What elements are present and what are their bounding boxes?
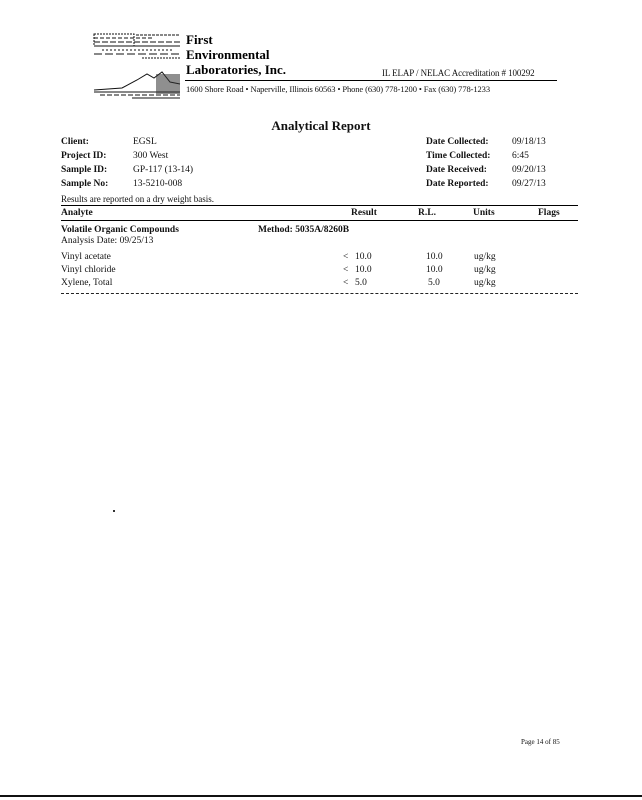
company-name bbox=[186, 32, 286, 77]
table-row bbox=[0, 252, 642, 265]
table-row bbox=[0, 265, 642, 278]
row-units: ug/kg bbox=[474, 265, 496, 275]
row-units: ug/kg bbox=[474, 252, 496, 262]
row-rl: 10.0 bbox=[426, 265, 443, 275]
row-result: 5.0 bbox=[355, 278, 367, 288]
client-value: EGSL bbox=[133, 137, 157, 147]
scan-speck bbox=[113, 510, 115, 512]
accreditation-text: IL ELAP / NELAC Accreditation # 100292 bbox=[382, 68, 535, 78]
analysis-date: Analysis Date: 09/25/13 bbox=[61, 236, 154, 246]
project-id-label: Project ID: bbox=[61, 151, 107, 161]
table-header-rule bbox=[61, 220, 578, 221]
row-qualifier: < bbox=[343, 252, 349, 262]
row-analyte: Vinyl chloride bbox=[61, 265, 116, 275]
page-number: Page 14 of 85 bbox=[521, 738, 560, 746]
company-logo bbox=[92, 32, 182, 102]
date-received-label: Date Received: bbox=[426, 165, 487, 175]
row-analyte: Vinyl acetate bbox=[61, 252, 111, 262]
row-analyte: Xylene, Total bbox=[61, 278, 113, 288]
date-reported-value: 09/27/13 bbox=[512, 179, 546, 189]
report-title: Analytical Report bbox=[271, 118, 371, 133]
page-bottom-edge bbox=[0, 795, 642, 797]
sample-no-label: Sample No: bbox=[61, 179, 109, 189]
date-received-value: 09/20/13 bbox=[512, 165, 546, 175]
table-end-rule bbox=[61, 293, 578, 294]
table-top-rule bbox=[61, 205, 578, 206]
company-line-1: First bbox=[186, 32, 213, 47]
header-rl: R.L. bbox=[418, 208, 436, 218]
header-units: Units bbox=[473, 208, 495, 218]
company-address: 1600 Shore Road • Naperville, Illinois 60563 • Phone (630) 778-1200 • Fax (630) 778-1233 bbox=[186, 84, 490, 94]
letterhead-rule bbox=[185, 80, 557, 81]
header-result: Result bbox=[351, 208, 377, 218]
row-rl: 5.0 bbox=[428, 278, 440, 288]
row-qualifier: < bbox=[343, 265, 349, 275]
row-result: 10.0 bbox=[355, 252, 372, 262]
date-collected-value: 09/18/13 bbox=[512, 137, 546, 147]
date-reported-label: Date Reported: bbox=[426, 179, 489, 189]
row-rl: 10.0 bbox=[426, 252, 443, 262]
table-row bbox=[0, 278, 642, 291]
sample-id-label: Sample ID: bbox=[61, 165, 108, 175]
group-name: Volatile Organic Compounds bbox=[61, 225, 179, 235]
row-units: ug/kg bbox=[474, 278, 496, 288]
header-flags: Flags bbox=[538, 208, 560, 218]
row-result: 10.0 bbox=[355, 265, 372, 275]
client-label: Client: bbox=[61, 137, 89, 147]
row-qualifier: < bbox=[343, 278, 349, 288]
sample-no-value: 13-5210-008 bbox=[133, 179, 183, 189]
basis-note: Results are reported on a dry weight basis. bbox=[61, 194, 214, 204]
header-analyte: Analyte bbox=[61, 208, 93, 218]
company-line-2: Environmental bbox=[186, 47, 270, 62]
company-line-3: Laboratories, Inc. bbox=[186, 62, 287, 77]
time-collected-value: 6:45 bbox=[512, 151, 529, 161]
project-id-value: 300 West bbox=[133, 151, 169, 161]
sample-id-value: GP-117 (13-14) bbox=[133, 165, 194, 175]
time-collected-label: Time Collected: bbox=[426, 151, 491, 161]
date-collected-label: Date Collected: bbox=[426, 137, 489, 147]
group-method: Method: 5035A/8260B bbox=[258, 225, 350, 235]
